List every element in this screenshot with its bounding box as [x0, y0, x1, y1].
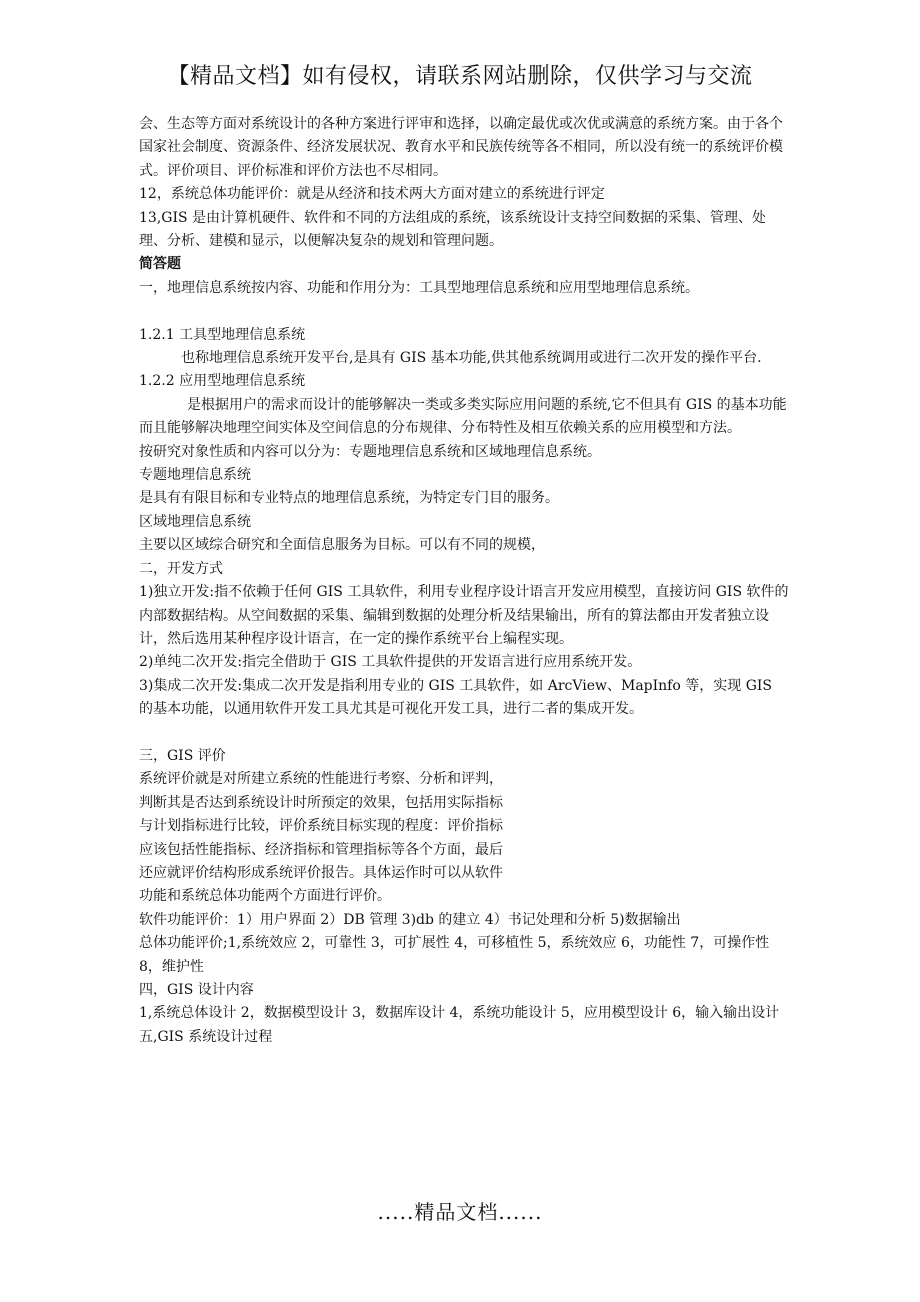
- text-line: 功能和系统总体功能两个方面进行评价。: [139, 888, 391, 905]
- blank-line: [139, 300, 789, 323]
- paragraph: 软件功能评价：1）用户界面 2）DB 管理 3)db 的建立 4）书记处理和分析 5)数据输出: [139, 911, 681, 928]
- page-footer: .....精品文档......: [377, 1200, 543, 1224]
- paragraph: 3)集成二次开发:集成二次开发是指利用专业的 GIS 工具软件，如 ArcView、MapInfo 等，实现 GIS 的基本功能，以通用软件开发工具尤其是可视化开发工具，进行二者的集成开发。: [139, 677, 772, 718]
- text-line: 与计划指标进行比较，评价系统目标实现的程度：评价指标: [139, 818, 503, 835]
- paragraph: 总体功能评价;1,系统效应 2，可靠性 3，可扩展性 4，可移植性 5，系统效应 6，功能性 7，可操作性 8，维护性: [139, 935, 770, 975]
- section-heading: 二，开发方式: [139, 560, 223, 577]
- paragraph: 按研究对象性质和内容可以分为：专题地理信息系统和区域地理信息系统。: [139, 443, 601, 460]
- paragraph: 2)单纯二次开发:指完全借助于 GIS 工具软件提供的开发语言进行应用系统开发。: [139, 654, 642, 671]
- paragraph: 也称地理信息系统开发平台,是具有 GIS 基本功能,供其他系统调用或进行二次开发的操作平台.: [181, 350, 762, 367]
- paragraph: 1,系统总体设计 2，数据模型设计 3，数据库设计 4，系统功能设计 5，应用模型设计 6，输入输出设计: [139, 1005, 780, 1022]
- paragraph: 13,GIS 是由计算机硬件、软件和不同的方法组成的系统，该系统设计支持空间数据的采集、管理、处理、分析、建模和显示，以便解决复杂的规划和管理问题。: [139, 209, 767, 250]
- subsection-heading: 1.2.1 工具型地理信息系统: [139, 326, 306, 343]
- section-heading: 五,GIS 系统设计过程: [139, 1028, 273, 1045]
- text-line: 还应就评价结构形成系统评价报告。具体运作时可以从软件: [139, 864, 503, 881]
- paragraph: 是具有有限目标和专业特点的地理信息系统，为特定专门目的服务。: [139, 490, 559, 507]
- section-heading: 简答题: [139, 256, 181, 273]
- blank-line: [139, 722, 789, 745]
- page-header: 【精品文档】如有侵权，请联系网站删除，仅供学习与交流: [167, 64, 753, 89]
- subsection-heading: 专题地理信息系统: [139, 467, 251, 484]
- subsection-heading: 1.2.2 应用型地理信息系统: [139, 373, 306, 390]
- text-line: 判断其是否达到系统设计时所预定的效果，包括用实际指标: [139, 794, 503, 811]
- paragraph: 12，系统总体功能评价：就是从经济和技术两大方面对建立的系统进行评定: [139, 186, 605, 203]
- subsection-heading: 区域地理信息系统: [139, 513, 251, 530]
- paragraph: 一，地理信息系统按内容、功能和作用分为：工具型地理信息系统和应用型地理信息系统。: [139, 279, 699, 296]
- text-line: 应该包括性能指标、经济指标和管理指标等各个方面，最后: [139, 841, 503, 858]
- section-heading: 四，GIS 设计内容: [139, 982, 254, 998]
- section-heading: 三，GIS 评价: [139, 747, 226, 764]
- paragraph: 1)独立开发:指不依赖于任何 GIS 工具软件，利用专业程序设计语言开发应用模型，直接访问 GIS 软件的内部数据结构。从空间数据的采集、编辑到数据的处理分析及结果输出，所有的算法都由开发者独立设计，然后选用某种程序设计语言，在一定的操作系统平台上编程实现。: [139, 584, 789, 647]
- paragraph: 会、生态等方面对系统设计的各种方案进行评审和选择，以确定最优或次优或满意的系统方案。由于各个国家社会制度、资源条件、经济发展状况、教育水平和民族传统等各不相同，所以没有统一的系统评价模式。评价项目、评价标准和评价方法也不尽相同。: [139, 116, 783, 179]
- document-body: [139, 113, 789, 1049]
- paragraph: 主要以区域综合研究和全面信息服务为目标。可以有不同的规模，: [139, 537, 545, 554]
- text-line: 系统评价就是对所建立系统的性能进行考察、分析和评判，: [139, 771, 503, 788]
- paragraph: 是根据用户的需求而设计的能够解决一类或多类实际应用问题的系统,它不但具有 GIS 的基本功能而且能够解决地理空间实体及空间信息的分布规律、分布特性及相互依赖关系的应用模型和方法。: [139, 396, 787, 437]
